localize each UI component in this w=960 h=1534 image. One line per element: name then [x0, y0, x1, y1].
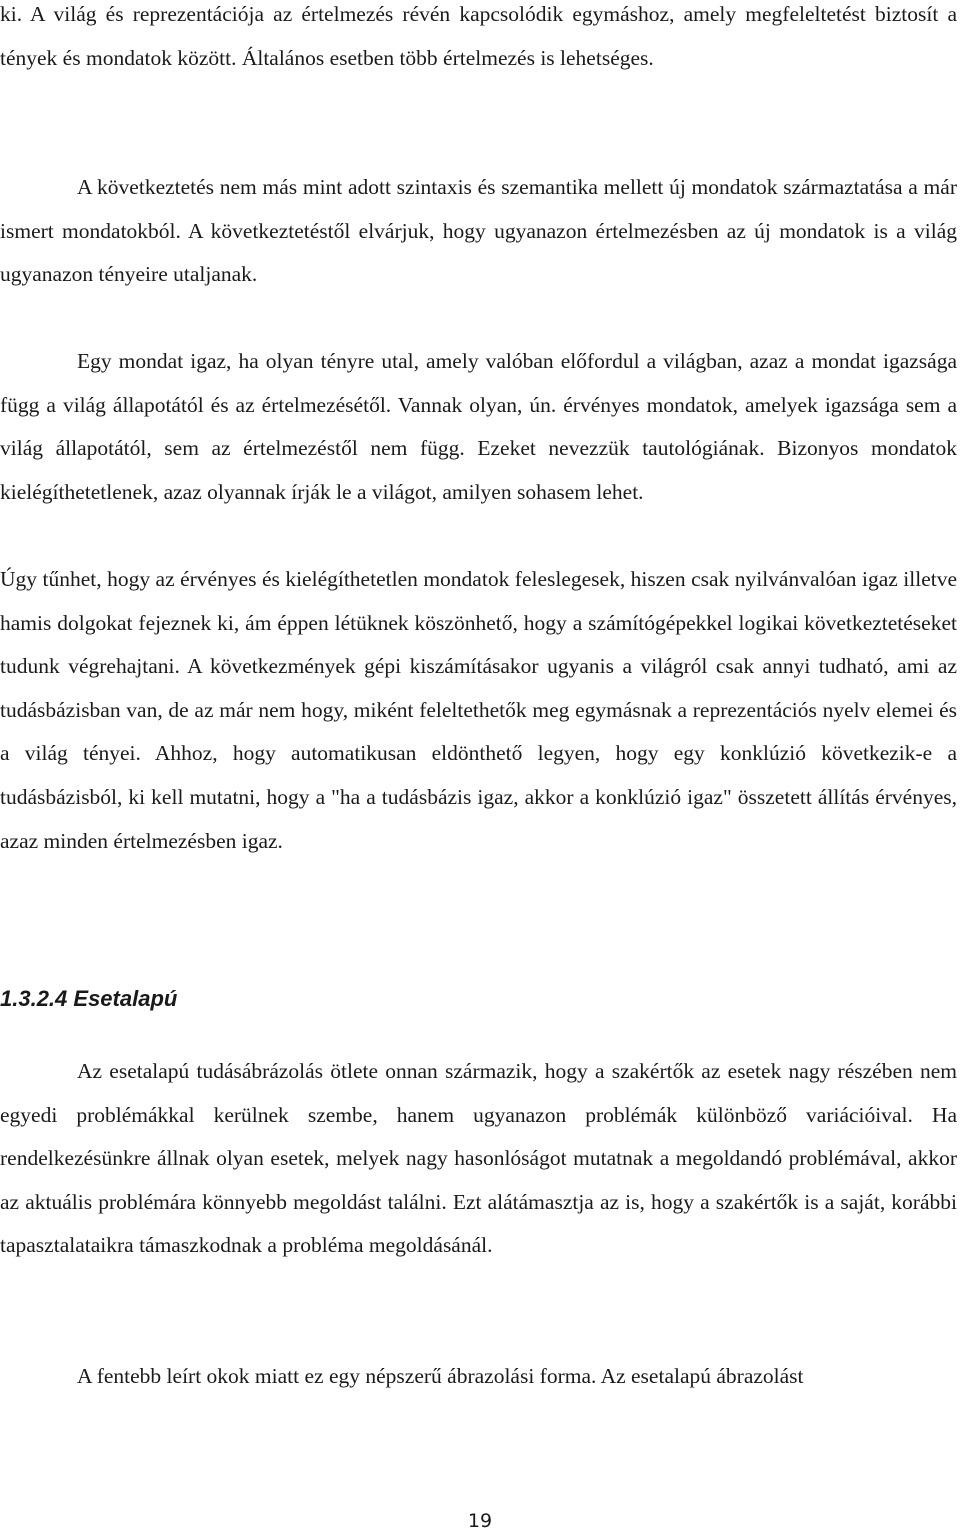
paragraph-interpretation: ki. A világ és reprezentációja az értelmezés révén kapcsolódik egymáshoz, amely megfeleltetést biztosít a tények és mondatok között. Általános esetben több értelmezés is lehetséges.	[0, 2, 957, 70]
paragraph-inference: A következtetés nem más mint adott szintaxis és szemantika mellett új mondatok származtatása a már ismert mondatokból. A következtetéstől elvárjuk, hogy ugyanazon értelmezésben az új mondatok is a világ ugyanazon tényeire utaljanak.	[0, 175, 957, 287]
paragraph-popularity: A fentebb leírt okok miatt ez egy népszerű ábrazolási forma. Az esetalapú ábrazolást	[77, 1364, 804, 1388]
page-number: 19	[467, 1510, 493, 1532]
section-heading: 1.3.2.4 Esetalapú	[0, 986, 178, 1011]
paragraph-case-based: Az esetalapú tudásábrázolás ötlete onnan származik, hogy a szakértők az esetek nagy részében nem egyedi problémákkal kerülnek szembe, hanem ugyanazon problémák különböző variációival. Ha rendelkezésünkre állnak olyan esetek, melyek nagy hasonlóságot mutatnak a megoldandó problémával, akkor az aktuális problémára könnyebb megoldást találni. Ezt alátámasztja az is, hogy a szakértők is a saját, korábbi tapasztalataikra támaszkodnak a probléma megoldásánál.	[0, 1059, 957, 1258]
paragraph-truth: Egy mondat igaz, ha olyan tényre utal, amely valóban előfordul a világban, azaz a mondat igazsága függ a világ állapotától és az értelmezésétől. Vannak olyan, ún. érvényes mondatok, amelyek igazsága sem a világ állapotától, sem az értelmezéstől nem függ. Ezeket nevezzük tautológiának. Bizonyos mondatok kielégíthetetlenek, azaz olyannak írják le a világot, amilyen sohasem lehet.	[0, 349, 957, 504]
paragraph-validity: Úgy tűnhet, hogy az érvényes és kielégíthetetlen mondatok feleslegesek, hiszen csak nyilvánvalóan igaz illetve hamis dolgokat fejeznek ki, ám éppen létüknek köszönhető, hogy a számítógépekkel logikai következtetéseket tudunk végrehajtani. A következmények gépi kiszámításakor ugyanis a világról csak annyi tudható, ami az tudásbázisban van, de az már nem hogy, miként feleltethetők meg egymásnak a reprezentációs nyelv elemei és a világ tényei. Ahhoz, hogy automatikusan eldönthető legyen, hogy egy konklúzió következik-e a tudásbázisból, ki kell mutatni, hogy a "ha a tudásbázis igaz, akkor a konklúzió igaz" összetett állítás érvényes, azaz minden értelmezésben igaz.	[0, 567, 957, 853]
